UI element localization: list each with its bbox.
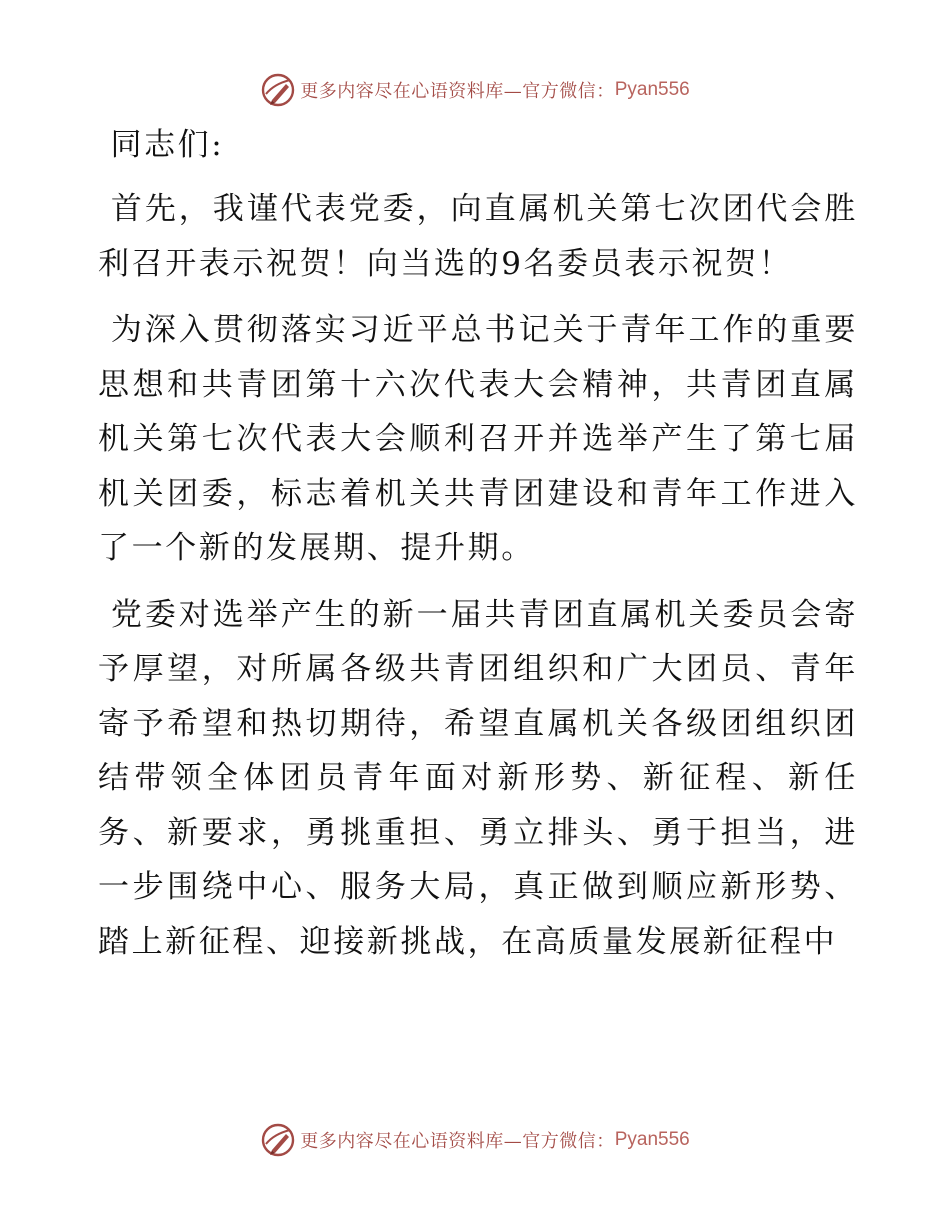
watermark-text: 更多内容尽在心语资料库—官方微信： [300,1131,615,1152]
watermark-wechat-id: Pyan556 [614,1129,690,1150]
pen-logo-icon [260,72,296,108]
watermark-text: 更多内容尽在心语资料库—官方微信： [300,81,615,102]
pen-logo-icon [260,1122,296,1158]
paragraph-1: 首先，我谨代表党委，向直属机关第七次团代会胜利召开表示祝贺！向当选的9名委员表示祝贺！ [98,191,858,282]
footer-watermark [0,1120,950,1160]
paragraph-3: 党委对选举产生的新一届共青团直属机关委员会寄予厚望，对所属各级共青团组织和广大团员、青年寄予希望和热切期待，希望直属机关各级团组织团结带领全体团员青年面对新形势、新征程、新任务、新要求，勇挑重担、勇立排头、勇于担当，进一步围绕中心、服务大局，真正做到顺应新形势、踏上新征程、迎接新挑战，在高质量发展新征程中 [98,596,858,960]
header-watermark [0,70,950,110]
document-body [98,118,858,981]
greeting: 同志们: [98,127,225,163]
paragraph-2: 为深入贯彻落实习近平总书记关于青年工作的重要思想和共青团第十六次代表大会精神，共青团直属机关第七次代表大会顺利召开并选举产生了第七届机关团委，标志着机关共青团建设和青年工作进入了一个新的发展期、提升期。 [98,312,858,566]
watermark-wechat-id: Pyan556 [614,79,690,100]
